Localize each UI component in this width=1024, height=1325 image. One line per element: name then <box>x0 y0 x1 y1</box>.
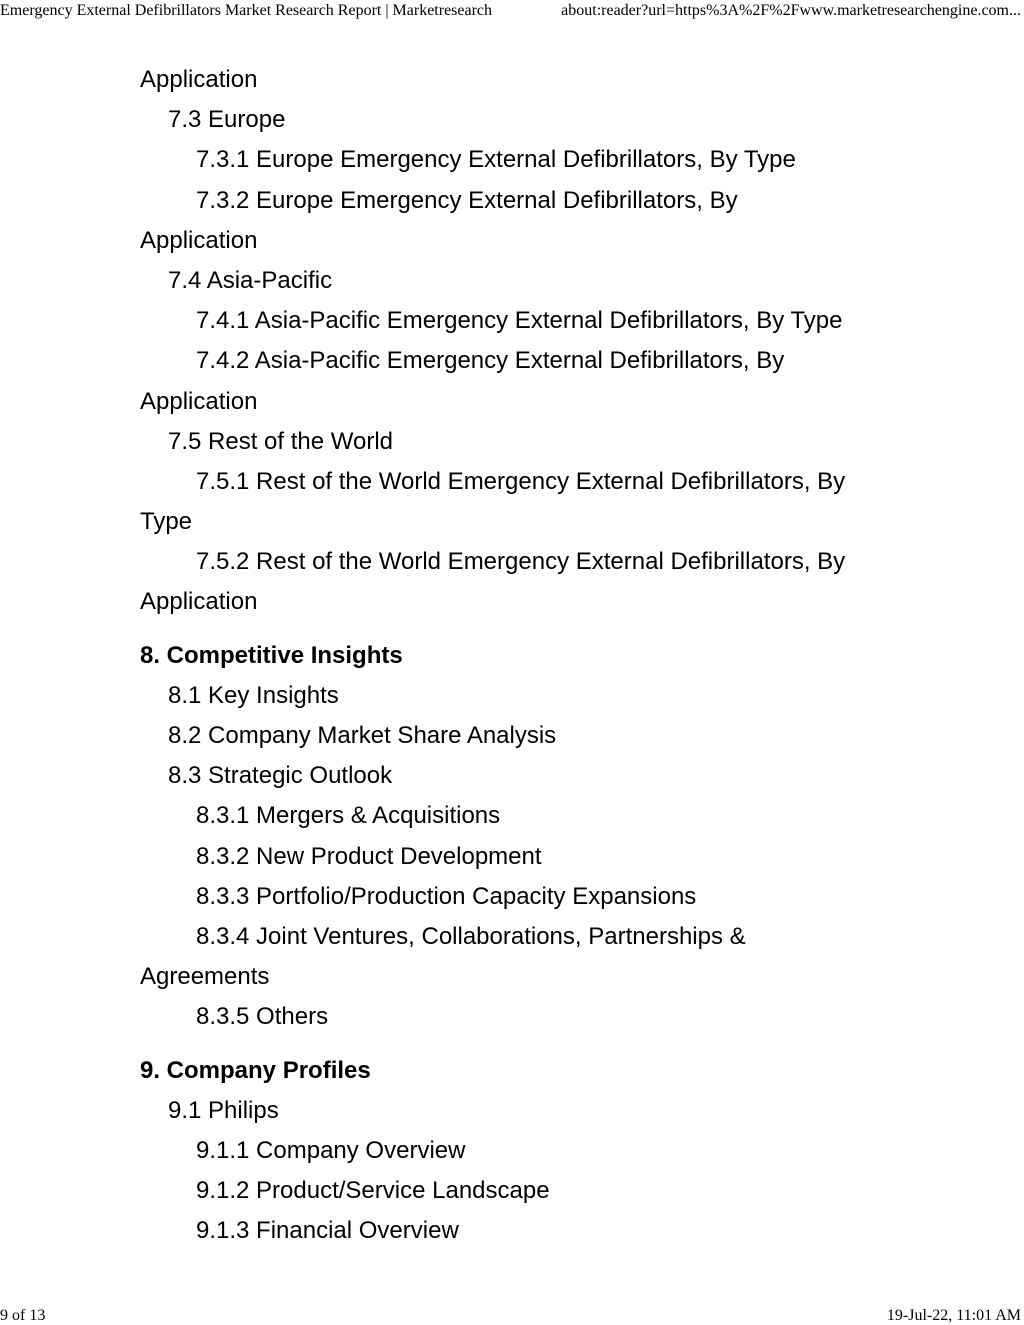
toc-line: 7.5.2 Rest of the World Emergency External Defibrillators, By <box>196 548 846 576</box>
toc-line: 7.3.2 Europe Emergency External Defibrillators, By <box>196 186 738 214</box>
toc-line: 9.1.2 Product/Service Landscape <box>196 1177 550 1205</box>
toc-line: 7.4.2 Asia-Pacific Emergency External Defibrillators, By <box>196 347 785 375</box>
toc-line: Application <box>140 66 258 93</box>
toc-line: Agreements <box>140 963 270 991</box>
toc-line: 9.1 Philips <box>168 1096 279 1124</box>
toc-line: 7.3 Europe <box>168 106 286 134</box>
page-title: Emergency External Defibrillators Market Research Report | Marketresearch <box>0 2 493 19</box>
toc-line: 7.5.1 Rest of the World Emergency External Defibrillators, By <box>196 467 846 495</box>
toc-line: 8.3.2 New Product Development <box>196 842 542 870</box>
toc-line: 7.4.1 Asia-Pacific Emergency External Defibrillators, By Type <box>196 307 843 335</box>
toc-line: 8.3.4 Joint Ventures, Collaborations, Partnerships & <box>196 922 746 950</box>
page-url: about:reader?url=https%3A%2F%2Fwww.marketresearchengine.com... <box>561 2 1021 19</box>
toc-line: 8.2 Company Market Share Analysis <box>168 722 557 749</box>
print-footer <box>0 1305 1024 1325</box>
toc-line: 7.3.1 Europe Emergency External Defibrillators, By Type <box>196 146 796 174</box>
section-heading-8: 8. Competitive Insights <box>140 641 403 669</box>
toc-line: 8.1 Key Insights <box>168 681 339 709</box>
toc-line: 9.1.3 Financial Overview <box>196 1217 459 1245</box>
section-heading-9: 9. Company Profiles <box>140 1056 371 1084</box>
toc-line: 9.1.1 Company Overview <box>196 1136 466 1164</box>
toc-line: 8.3 Strategic Outlook <box>168 762 393 790</box>
toc-line: 8.3.3 Portfolio/Production Capacity Expansions <box>196 882 697 910</box>
page-number: 9 of 13 <box>0 1307 46 1324</box>
print-datetime: 19-Jul-22, 11:01 AM <box>886 1307 1021 1324</box>
toc-line: 8.3.5 Others <box>196 1003 329 1031</box>
print-header <box>0 0 1024 22</box>
toc-line: Application <box>140 387 258 415</box>
toc-line: 8.3.1 Mergers & Acquisitions <box>196 802 501 830</box>
toc-line: Application <box>140 226 258 254</box>
toc-line: Application <box>140 588 258 616</box>
toc-content <box>140 60 900 1251</box>
toc-line: Type <box>140 508 193 536</box>
toc-line: 7.5 Rest of the World <box>168 427 393 455</box>
toc-line: 7.4 Asia-Pacific <box>168 266 333 294</box>
